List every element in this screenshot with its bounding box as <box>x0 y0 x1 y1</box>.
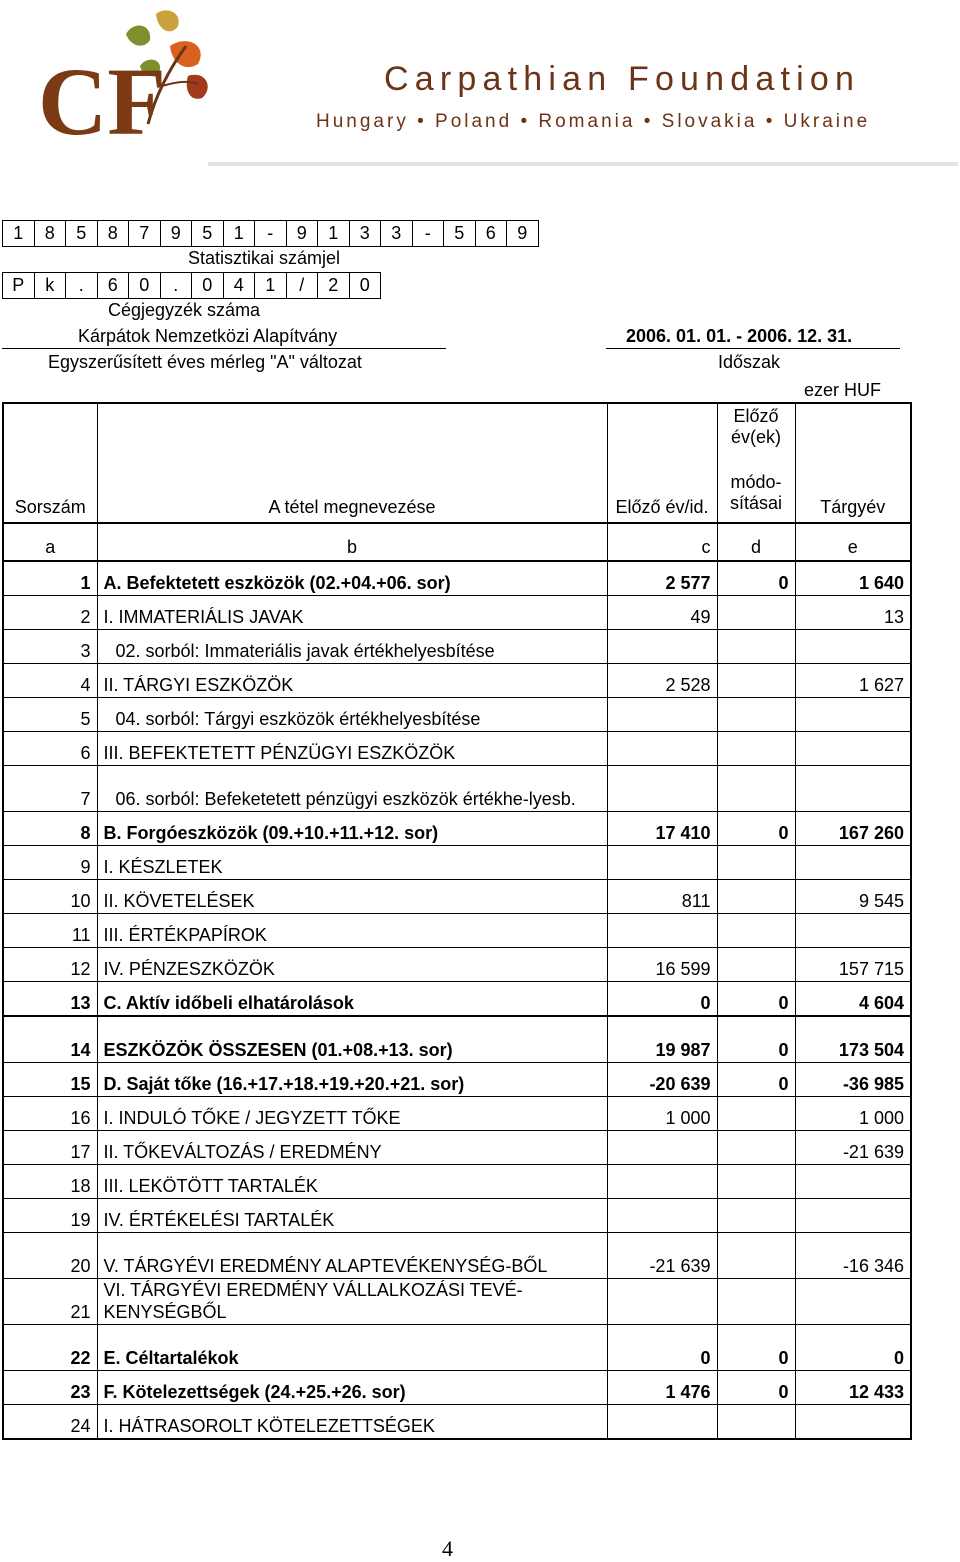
table-row <box>3 1405 911 1440</box>
stat-number-caption: Statisztikai számjel <box>188 248 341 268</box>
table-row <box>3 630 911 664</box>
digit-box: 5 <box>444 220 476 247</box>
prev-year-value <box>607 846 717 880</box>
table-row <box>3 732 911 766</box>
digit-box: 6 <box>98 272 130 299</box>
table-row <box>3 1233 911 1279</box>
prev-year-value: 1 476 <box>607 1371 717 1405</box>
column-letter: b <box>97 523 607 561</box>
col-header-current: Tárgyév <box>795 403 911 523</box>
current-year-value: 9 545 <box>795 880 911 914</box>
organization-underline <box>2 348 446 349</box>
digit-box: 7 <box>129 220 161 247</box>
digit-box: 4 <box>224 272 256 299</box>
row-label: IV. ÉRTÉKELÉSI TARTALÉK <box>97 1199 607 1233</box>
digit-box: . <box>161 272 193 299</box>
modification-value <box>717 1405 795 1440</box>
current-year-value <box>795 1279 911 1325</box>
current-year-value <box>795 698 911 732</box>
digit-box: 1 <box>255 272 287 299</box>
modification-value <box>717 880 795 914</box>
balance-sheet-table <box>2 402 912 1440</box>
row-number: 2 <box>3 596 97 630</box>
row-number: 6 <box>3 732 97 766</box>
row-number: 9 <box>3 846 97 880</box>
col-header-sorszam: Sorszám <box>3 403 97 523</box>
row-label: III. LEKÖTÖTT TARTALÉK <box>97 1165 607 1199</box>
table-row <box>3 1325 911 1371</box>
prev-year-value <box>607 698 717 732</box>
row-number: 23 <box>3 1371 97 1405</box>
cegjegyzek-caption: Cégjegyzék száma <box>108 300 261 320</box>
table-row <box>3 880 911 914</box>
row-number: 3 <box>3 630 97 664</box>
prev-year-value <box>607 1405 717 1440</box>
svg-text:CF: CF <box>38 48 166 140</box>
table-row <box>3 1097 911 1131</box>
modification-value <box>717 664 795 698</box>
prev-year-value <box>607 1279 717 1325</box>
organization-title: Kárpátok Nemzetközi Alapítvány <box>78 326 338 346</box>
current-year-value: 12 433 <box>795 1371 911 1405</box>
form-title: Egyszerűsített éves mérleg "A" változat <box>48 352 362 372</box>
digit-box: 0 <box>192 272 224 299</box>
prev-year-value: 1 000 <box>607 1097 717 1131</box>
modification-value: 0 <box>717 1325 795 1371</box>
digit-box: 8 <box>98 220 130 247</box>
modification-value: 0 <box>717 812 795 846</box>
col-header-mod-bottom: módo-sításai <box>729 472 783 513</box>
modification-value <box>717 1199 795 1233</box>
digit-box: / <box>287 272 319 299</box>
modification-value: 0 <box>717 982 795 1017</box>
modification-value <box>717 596 795 630</box>
row-number: 17 <box>3 1131 97 1165</box>
digit-box: . <box>66 272 98 299</box>
table-row <box>3 914 911 948</box>
digit-box: P <box>3 272 35 299</box>
row-number: 13 <box>3 982 97 1017</box>
digit-box: 6 <box>476 220 508 247</box>
modification-value <box>717 1233 795 1279</box>
row-number: 21 <box>3 1279 97 1325</box>
row-number: 20 <box>3 1233 97 1279</box>
row-number: 4 <box>3 664 97 698</box>
cegjegyzek-boxes <box>2 272 381 299</box>
modification-value <box>717 1097 795 1131</box>
row-number: 22 <box>3 1325 97 1371</box>
period-underline <box>606 348 900 349</box>
row-label: D. Saját tőke (16.+17.+18.+19.+20.+21. sor) <box>97 1063 607 1097</box>
table-header-row <box>3 403 911 523</box>
modification-value <box>717 630 795 664</box>
table-row <box>3 1165 911 1199</box>
row-label: I. INDULÓ TŐKE / JEGYZETT TŐKE <box>97 1097 607 1131</box>
column-letter: d <box>717 523 795 561</box>
prev-year-value: 0 <box>607 1325 717 1371</box>
row-label: III. BEFEKTETETT PÉNZÜGYI ESZKÖZÖK <box>97 732 607 766</box>
prev-year-value: 0 <box>607 982 717 1017</box>
current-year-value <box>795 914 911 948</box>
current-year-value <box>795 766 911 812</box>
prev-year-value <box>607 630 717 664</box>
header-divider <box>208 162 958 166</box>
table-row <box>3 812 911 846</box>
period-caption: Időszak <box>718 352 781 372</box>
digit-box: 2 <box>318 272 350 299</box>
row-label: II. TÁRGYI ESZKÖZÖK <box>97 664 607 698</box>
digit-box: 3 <box>350 220 382 247</box>
table-row <box>3 698 911 732</box>
row-label: VI. TÁRGYÉVI EREDMÉNY VÁLLALKOZÁSI TEVÉ-KENYSÉGBŐL <box>97 1279 607 1325</box>
prev-year-value <box>607 914 717 948</box>
prev-year-value: 2 577 <box>607 561 717 596</box>
modification-value <box>717 766 795 812</box>
row-label: II. TŐKEVÁLTOZÁS / EREDMÉNY <box>97 1131 607 1165</box>
modification-value: 0 <box>717 1063 795 1097</box>
modification-value <box>717 1279 795 1325</box>
row-label: 06. sorból: Befeketetett pénzügyi eszközök értékhe-lyesb. <box>97 766 607 812</box>
modification-value: 0 <box>717 561 795 596</box>
row-label: II. KÖVETELÉSEK <box>97 880 607 914</box>
digit-box: k <box>35 272 67 299</box>
prev-year-value: 19 987 <box>607 1016 717 1063</box>
prev-year-value: 16 599 <box>607 948 717 982</box>
row-number: 10 <box>3 880 97 914</box>
table-row <box>3 1063 911 1097</box>
current-year-value: 167 260 <box>795 812 911 846</box>
current-year-value <box>795 732 911 766</box>
row-label: IV. PÉNZESZKÖZÖK <box>97 948 607 982</box>
prev-year-value: 811 <box>607 880 717 914</box>
organization-name: Carpathian Foundation <box>384 60 861 98</box>
col-header-modification <box>717 403 795 523</box>
row-number: 7 <box>3 766 97 812</box>
current-year-value <box>795 1199 911 1233</box>
current-year-value: -21 639 <box>795 1131 911 1165</box>
table-row <box>3 1279 911 1325</box>
digit-box: 1 <box>3 220 35 247</box>
prev-year-value <box>607 766 717 812</box>
current-year-value: 1 000 <box>795 1097 911 1131</box>
digit-box: 1 <box>318 220 350 247</box>
current-year-value <box>795 1165 911 1199</box>
table-row <box>3 1371 911 1405</box>
table-row <box>3 766 911 812</box>
prev-year-value: -20 639 <box>607 1063 717 1097</box>
row-label: 04. sorból: Tárgyi eszközök értékhelyesbítése <box>97 698 607 732</box>
current-year-value <box>795 846 911 880</box>
column-letter: a <box>3 523 97 561</box>
digit-box: 0 <box>129 272 161 299</box>
row-number: 15 <box>3 1063 97 1097</box>
current-year-value: -16 346 <box>795 1233 911 1279</box>
table-row <box>3 948 911 982</box>
current-year-value: 4 604 <box>795 982 911 1017</box>
table-row <box>3 1131 911 1165</box>
modification-value: 0 <box>717 1371 795 1405</box>
table-row <box>3 1199 911 1233</box>
modification-value <box>717 698 795 732</box>
row-label: B. Forgóeszközök (09.+10.+11.+12. sor) <box>97 812 607 846</box>
prev-year-value <box>607 1131 717 1165</box>
stat-number-boxes <box>2 220 539 247</box>
digit-box: 1 <box>224 220 256 247</box>
row-label: I. IMMATERIÁLIS JAVAK <box>97 596 607 630</box>
col-header-name: A tétel megnevezése <box>97 403 607 523</box>
cf-leaf-logo-icon <box>38 6 213 140</box>
modification-value: 0 <box>717 1016 795 1063</box>
row-label: I. KÉSZLETEK <box>97 846 607 880</box>
digit-box: 9 <box>161 220 193 247</box>
current-year-value <box>795 1405 911 1440</box>
row-number: 5 <box>3 698 97 732</box>
row-number: 11 <box>3 914 97 948</box>
row-label: I. HÁTRASOROLT KÖTELEZETTSÉGEK <box>97 1405 607 1440</box>
row-label: F. Kötelezettségek (24.+25.+26. sor) <box>97 1371 607 1405</box>
row-number: 24 <box>3 1405 97 1440</box>
row-number: 14 <box>3 1016 97 1063</box>
row-label: 02. sorból: Immateriális javak értékhelyesbítése <box>97 630 607 664</box>
modification-value <box>717 948 795 982</box>
row-number: 19 <box>3 1199 97 1233</box>
prev-year-value: -21 639 <box>607 1233 717 1279</box>
digit-box: 3 <box>381 220 413 247</box>
current-year-value: 1 627 <box>795 664 911 698</box>
prev-year-value: 17 410 <box>607 812 717 846</box>
digit-box: - <box>255 220 287 247</box>
table-row <box>3 846 911 880</box>
prev-year-value <box>607 1199 717 1233</box>
current-year-value: 13 <box>795 596 911 630</box>
digit-box: 5 <box>192 220 224 247</box>
current-year-value: 0 <box>795 1325 911 1371</box>
digit-box: 0 <box>350 272 382 299</box>
modification-value <box>717 914 795 948</box>
row-label: E. Céltartalékok <box>97 1325 607 1371</box>
row-number: 8 <box>3 812 97 846</box>
digit-box: - <box>413 220 445 247</box>
current-year-value: 1 640 <box>795 561 911 596</box>
current-year-value: 157 715 <box>795 948 911 982</box>
modification-value <box>717 1131 795 1165</box>
row-label: A. Befektetett eszközök (02.+04.+06. sor) <box>97 561 607 596</box>
modification-value <box>717 732 795 766</box>
column-letter-row <box>3 523 911 561</box>
table-row <box>3 664 911 698</box>
column-letter: c <box>607 523 717 561</box>
table-row <box>3 982 911 1017</box>
row-label: V. TÁRGYÉVI EREDMÉNY ALAPTEVÉKENYSÉG-BŐL <box>97 1233 607 1279</box>
col-header-prev: Előző év/id. <box>607 403 717 523</box>
page-number: 4 <box>442 1536 453 1561</box>
current-year-value: -36 985 <box>795 1063 911 1097</box>
prev-year-value: 2 528 <box>607 664 717 698</box>
table-row <box>3 1016 911 1063</box>
digit-box: 8 <box>35 220 67 247</box>
row-number: 18 <box>3 1165 97 1199</box>
col-header-mod-top: Előző év(ek) <box>730 406 781 447</box>
modification-value <box>717 1165 795 1199</box>
row-label: C. Aktív időbeli elhatárolások <box>97 982 607 1017</box>
digit-box: 9 <box>507 220 539 247</box>
prev-year-value: 49 <box>607 596 717 630</box>
current-year-value: 173 504 <box>795 1016 911 1063</box>
row-label: III. ÉRTÉKPAPÍROK <box>97 914 607 948</box>
row-number: 12 <box>3 948 97 982</box>
column-letter: e <box>795 523 911 561</box>
digit-box: 9 <box>287 220 319 247</box>
table-row <box>3 596 911 630</box>
prev-year-value <box>607 732 717 766</box>
row-label: ESZKÖZÖK ÖSSZESEN (01.+08.+13. sor) <box>97 1016 607 1063</box>
current-year-value <box>795 630 911 664</box>
table-row <box>3 561 911 596</box>
row-number: 16 <box>3 1097 97 1131</box>
prev-year-value <box>607 1165 717 1199</box>
unit-label: ezer HUF <box>804 380 882 400</box>
period-value: 2006. 01. 01. - 2006. 12. 31. <box>626 326 853 346</box>
countries-line: Hungary • Poland • Romania • Slovakia • Ukraine <box>316 111 871 132</box>
row-number: 1 <box>3 561 97 596</box>
digit-box: 5 <box>66 220 98 247</box>
modification-value <box>717 846 795 880</box>
